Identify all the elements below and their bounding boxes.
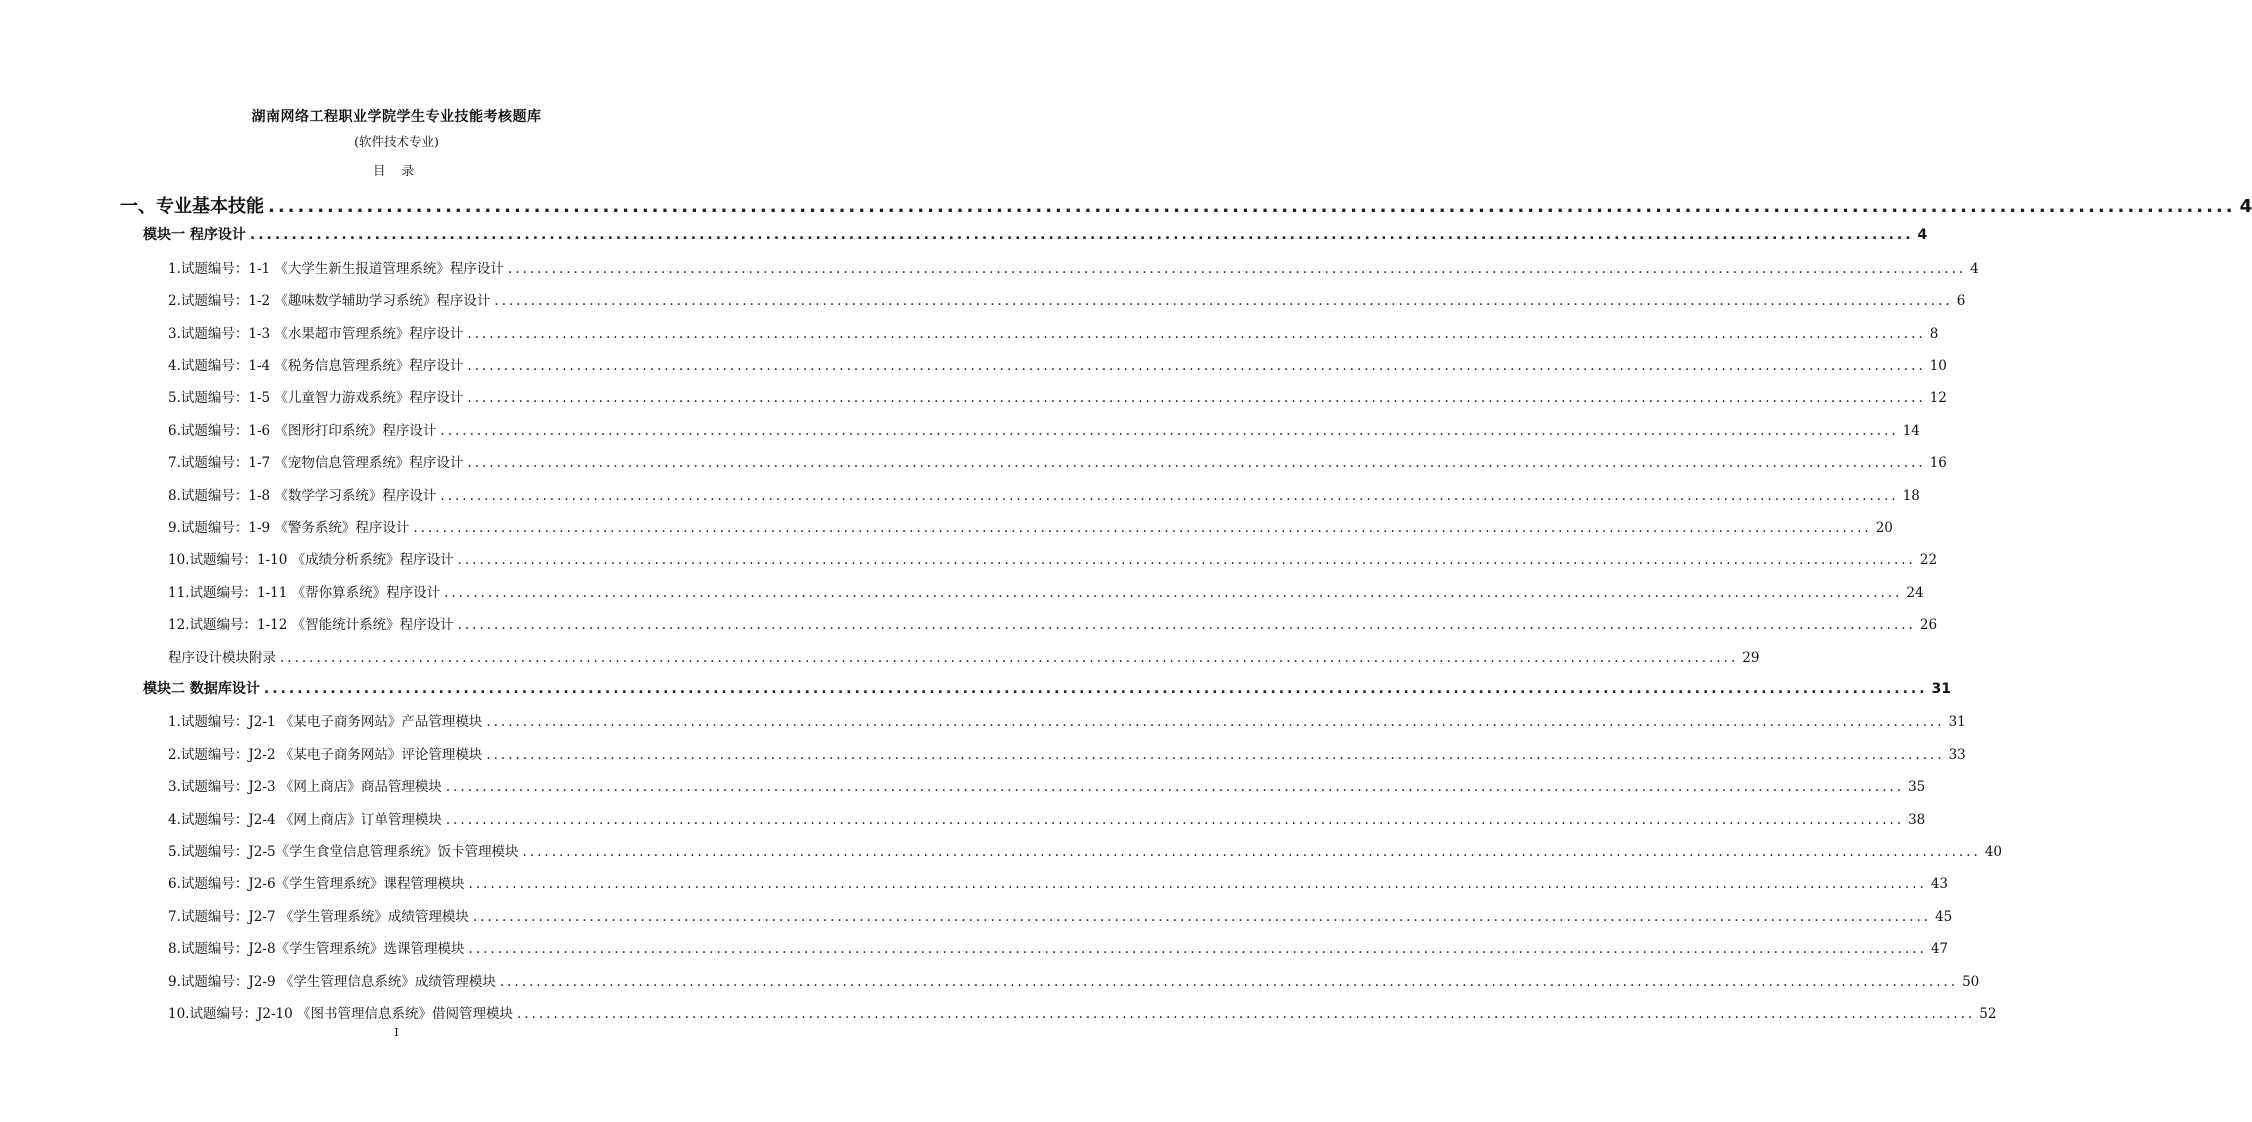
- toc-label: 5.试题编号：J2-5《学生食堂信息管理系统》饭卡管理模块: [168, 844, 519, 860]
- toc-label: 9.试题编号：1-9 《警务系统》程序设计: [168, 520, 410, 536]
- toc-page-number: 40: [1984, 844, 2002, 860]
- toc-item[interactable]: [168, 613, 1938, 634]
- toc-page-number: 45: [1935, 908, 1953, 925]
- toc-page-number: 33: [1948, 746, 1966, 763]
- toc-page-number: 4: [1917, 227, 1928, 244]
- toc-item[interactable]: [168, 451, 1947, 472]
- toc-item[interactable]: [168, 872, 1948, 893]
- toc-page-number: 35: [1908, 779, 1926, 796]
- toc-label: 5.试题编号：1-5 《儿童智力游戏系统》程序设计: [168, 390, 464, 407]
- toc-leader-dots: ........................................................................................................................................................................................................: [522, 844, 1981, 860]
- toc-label: 模块一 程序设计: [143, 227, 246, 244]
- toc-leader-dots: ........................................................................................................................................................................................................: [467, 455, 1926, 472]
- toc-page-number: 38: [1908, 811, 1926, 828]
- toc-page-number: 24: [1906, 584, 1924, 601]
- toc-item[interactable]: [168, 484, 1920, 504]
- toc-item[interactable]: [168, 322, 1939, 342]
- toc-leader-dots: ........................................................................................................................................................................................................: [494, 293, 1953, 310]
- toc-label: 3.试题编号：1-3 《水果超市管理系统》程序设计: [168, 325, 464, 342]
- toc-label: 10.试题编号：1-10 《成绩分析系统》程序设计: [168, 552, 454, 569]
- toc-page-number: 22: [1919, 552, 1938, 569]
- toc-page-number: 50: [1962, 973, 1980, 990]
- toc-label: 9.试题编号：J2-9 《学生管理信息系统》成绩管理模块: [168, 973, 496, 990]
- doc-title: 湖南网络工程职业学院学生专业技能考核题库: [251, 109, 542, 125]
- toc-label: 12.试题编号：1-12 《智能统计系统》程序设计: [168, 617, 454, 634]
- toc-label: 1.试题编号：J2-1 《某电子商务网站》产品管理模块: [168, 714, 483, 731]
- toc-label: 4.试题编号：1-4 《税务信息管理系统》程序设计: [168, 358, 464, 374]
- toc-page-number: 10: [1929, 358, 1947, 374]
- toc-leader-dots: ........................................................................................................................................................................................................: [499, 973, 1959, 990]
- toc-leader-dots: ........................................................................................................................................................................................................: [263, 681, 1928, 697]
- toc-label: 2.试题编号：1-2 《趣味数学辅助学习系统》程序设计: [168, 293, 491, 310]
- toc-label: 7.试题编号：J2-7 《学生管理系统》成绩管理模块: [168, 908, 469, 925]
- toc-page-number: 47: [1930, 941, 1948, 958]
- page-footer-number: I: [394, 1026, 399, 1039]
- toc-label: 6.试题编号：J2-6《学生管理系统》课程管理模块: [168, 876, 465, 893]
- toc-item[interactable]: [168, 970, 1980, 990]
- toc-label: 4.试题编号：J2-4 《网上商店》订单管理模块: [168, 811, 442, 828]
- toc-label: 程序设计模块附录: [168, 649, 276, 666]
- toc-leader-dots: ........................................................................................................................................................................................................: [517, 1006, 1976, 1022]
- toc-page-number: 52: [1979, 1006, 1997, 1022]
- toc-page-number: 4: [1970, 260, 1979, 277]
- toc-leader-dots: ........................................................................................................................................................................................................: [507, 260, 1967, 277]
- toc-item[interactable]: [168, 775, 1926, 796]
- toc-leader-dots: ........................................................................................................................................................................................................: [467, 390, 1926, 407]
- toc-leader-dots: ........................................................................................................................................................................................................: [472, 908, 1932, 925]
- toc-page-number: 43: [1930, 876, 1948, 893]
- toc-module[interactable]: [143, 678, 1952, 698]
- toc-leader-dots: ........................................................................................................................................................................................................: [486, 714, 1945, 731]
- toc-label: 3.试题编号：J2-3 《网上商店》商品管理模块: [168, 779, 442, 796]
- toc-leader-dots: ........................................................................................................................................................................................................: [440, 487, 1899, 504]
- toc-page-number: 31: [1948, 714, 1966, 731]
- doc-subtitle: (软件技术专业): [354, 134, 439, 149]
- toc-leader-dots: ........................................................................................................................................................................................................: [268, 196, 2236, 217]
- toc-item[interactable]: [168, 743, 1966, 763]
- toc-page-number: 6: [1956, 293, 1966, 310]
- toc-label: 7.试题编号：1-7 《宠物信息管理系统》程序设计: [168, 455, 464, 472]
- toc-item[interactable]: [168, 710, 1966, 731]
- toc-leader-dots: ........................................................................................................................................................................................................: [444, 584, 1903, 601]
- toc-page-number: 14: [1902, 422, 1920, 439]
- toc-item[interactable]: [168, 840, 2002, 860]
- toc-page-number: 8: [1929, 325, 1939, 342]
- toc-item[interactable]: [168, 581, 1924, 601]
- toc-leader-dots: ........................................................................................................................................................................................................: [280, 649, 1739, 666]
- toc-label: 8.试题编号：1-8 《数学学习系统》程序设计: [168, 487, 437, 504]
- toc-leader-dots: ........................................................................................................................................................................................................: [468, 941, 1927, 958]
- toc-leader-dots: ........................................................................................................................................................................................................: [467, 358, 1926, 374]
- toc-item[interactable]: [168, 257, 1979, 277]
- toc-item[interactable]: [168, 289, 1966, 310]
- toc-item[interactable]: [168, 808, 1926, 828]
- toc-label: 8.试题编号：J2-8《学生管理系统》选课管理模块: [168, 941, 465, 958]
- toc-page-number: 4: [2239, 196, 2252, 217]
- toc-leader-dots: ........................................................................................................................................................................................................: [413, 520, 1872, 536]
- toc-leader-dots: ........................................................................................................................................................................................................: [440, 422, 1899, 439]
- toc-page-number: 31: [1931, 681, 1952, 697]
- toc-label: 2.试题编号：J2-2 《某电子商务网站》评论管理模块: [168, 746, 483, 763]
- toc-page-number: 18: [1902, 487, 1920, 504]
- toc-heading: 目 录: [373, 163, 420, 178]
- toc-leader-dots: ........................................................................................................................................................................................................: [467, 325, 1926, 342]
- toc-leader-dots: ........................................................................................................................................................................................................: [457, 617, 1916, 634]
- toc-leader-dots: ........................................................................................................................................................................................................: [468, 876, 1927, 893]
- toc-module[interactable]: [143, 224, 1928, 244]
- toc-item[interactable]: [168, 937, 1948, 958]
- toc-item[interactable]: [168, 386, 1947, 407]
- toc-page-number: 16: [1929, 455, 1947, 472]
- toc-item[interactable]: [168, 905, 1953, 925]
- toc-item[interactable]: [168, 1002, 1997, 1022]
- toc-section[interactable]: [120, 192, 2252, 218]
- toc-leader-dots: ........................................................................................................................................................................................................: [249, 227, 1914, 244]
- toc-label: 1.试题编号：1-1 《大学生新生报道管理系统》程序设计: [168, 260, 504, 277]
- toc-leader-dots: ........................................................................................................................................................................................................: [445, 779, 1905, 796]
- toc-page-number: 26: [1919, 617, 1938, 634]
- toc-label: 一、专业基本技能: [120, 196, 264, 217]
- toc-item[interactable]: [168, 419, 1920, 439]
- toc-page-number: 20: [1875, 520, 1893, 536]
- toc-leader-dots: ........................................................................................................................................................................................................: [457, 552, 1916, 569]
- toc-leader-dots: ........................................................................................................................................................................................................: [445, 811, 1905, 828]
- toc-leader-dots: ........................................................................................................................................................................................................: [486, 746, 1945, 763]
- toc-item[interactable]: [168, 646, 1760, 666]
- toc-label: 模块二 数据库设计: [143, 681, 260, 697]
- toc-label: 10.试题编号：J2-10 《图书管理信息系统》借阅管理模块: [168, 1006, 514, 1022]
- toc-item[interactable]: [168, 548, 1938, 569]
- toc-page-number: 12: [1929, 390, 1947, 407]
- toc-label: 11.试题编号：1-11 《帮你算系统》程序设计: [168, 584, 441, 601]
- toc-page-number: 29: [1742, 649, 1760, 666]
- toc-item[interactable]: [168, 516, 1893, 536]
- toc-item[interactable]: [168, 354, 1947, 374]
- toc-label: 6.试题编号：1-6 《图形打印系统》程序设计: [168, 422, 437, 439]
